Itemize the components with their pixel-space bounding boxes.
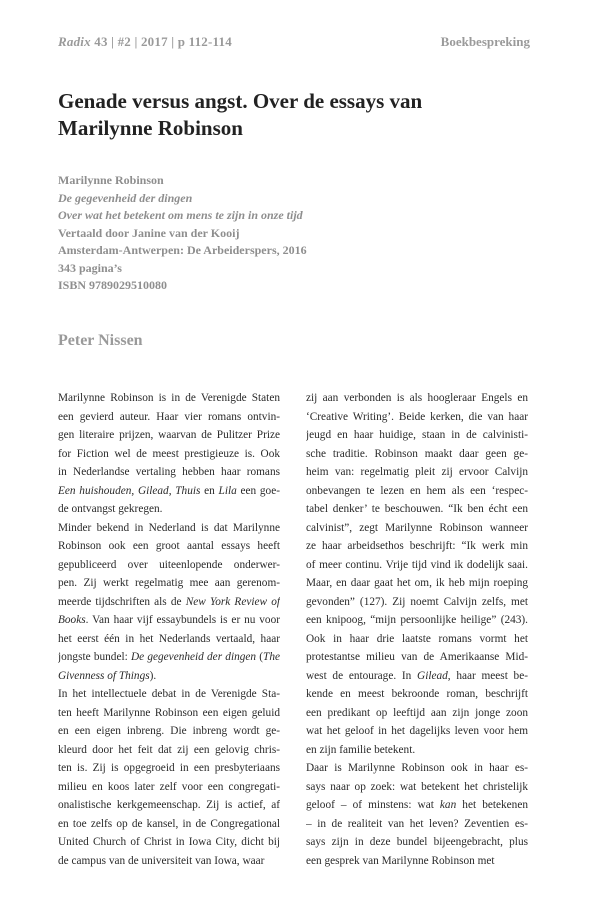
body-text-line: de ontvangst gekregen.: [58, 503, 163, 515]
body-text-line: tabel denker’ te beschouwen. “Ik ben écht een: [306, 503, 528, 515]
journal-name: Radix: [58, 34, 91, 49]
body-text-line: en toe zelfs op de kansel, in de Congregational: [58, 817, 280, 830]
body-text-line: een gesprek van Marilynne Robinson met: [306, 854, 495, 867]
article-title-line-2: Marilynne Robinson: [58, 116, 243, 140]
body-text-line: een predikant op leeftijd aan zijn jonge zoon: [306, 706, 528, 719]
body-text-line: ten heeft Marilynne Robinson een eigen geluid: [58, 706, 280, 719]
body-text-line: says zijn in deze bundel bijeengebracht, plus: [306, 836, 528, 848]
body-text-line: onalistische kerkgemeenschap. Zij is actief, af: [58, 799, 280, 811]
body-text-line: Robinson ook een groot aantal essays heeft: [58, 540, 280, 552]
body-text-line: jongste bundel: De gegevenheid der dingen (The: [58, 651, 280, 663]
body-text-line: ten is. Zij is opgegroeid in een presbyteriaans: [58, 762, 280, 774]
body-text-line: en zijn familie betekent.: [306, 743, 416, 756]
body-text-line: In het intellectuele debat in de Verenigde Sta-: [58, 688, 280, 700]
body-text-line: gevonden” (127). Zij noemt Calvijn zelfs, met: [306, 595, 528, 608]
body-text-line: Books. Van haar vijf essaybundels is er nu voor: [58, 614, 280, 626]
article-title: [58, 88, 538, 142]
review-author: Peter Nissen: [58, 332, 143, 349]
book-publisher: Amsterdam-Antwerpen: De Arbeiderspers, 2016: [58, 243, 307, 257]
body-text-line: sche traditie. Robinson maakt daar geen ge-: [306, 447, 528, 460]
issue-citation: 43 | #2 | 2017 | p 112-114: [90, 34, 232, 49]
body-text-line: United Church of Christ in Iowa City, dicht bij: [58, 836, 280, 848]
body-text-line: Givenness of Things).: [58, 669, 157, 682]
body-text-line: pen. Zij werkt regelmatig mee aan gerenom-: [58, 577, 280, 589]
book-author: Marilynne Robinson: [58, 173, 164, 187]
body-text-line: Een huishouden, Gilead, Thuis en Lila een goe-: [58, 484, 280, 497]
body-text-line: onbevangen te lezen en hem als een ‘respec-: [306, 484, 528, 497]
body-text-line: in Nederlandse vertaling hebben haar romans: [58, 466, 280, 478]
section-label: Boekbespreking: [440, 34, 530, 49]
body-text-line: de campus van de universiteit van Iowa, waar: [58, 854, 265, 867]
book-translator: Vertaald door Janine van der Kooij: [58, 225, 240, 240]
body-text-line: ze haar arbeidsethos beschrijft: “Ik werk min: [306, 540, 528, 552]
body-text-line: kende en meest bekroonde roman, beschrijft: [306, 688, 528, 700]
book-isbn: ISBN 9789029510080: [58, 278, 168, 292]
article-title-line-1: Genade versus angst. Over de essays van: [58, 89, 423, 113]
book-subtitle: Over wat het betekent om mens te zijn in onze tijd: [58, 208, 303, 222]
body-text-line: het eerst één in het Nederlands vertaald, haar: [58, 632, 280, 645]
body-text-line: calvinist”, zegt Marilynne Robinson wanneer: [306, 521, 528, 534]
body-text-line: ‘Creative Writing’. Beide kerken, die van haar: [306, 410, 528, 423]
body-text-line: of meer continu. Vrije tijd vind ik dodelijk saai.: [306, 558, 528, 571]
body-text-line: Maar, en daar gaat het om, ik heb mijn roeping: [306, 577, 528, 589]
body-text-line: Minder bekend in Nederland is dat Marilynne: [58, 521, 280, 534]
body-text-line: Marilynne Robinson is in de Verenigde Staten: [58, 392, 280, 404]
body-text-line: zij aan verbonden is als hoogleraar Engels en: [306, 392, 528, 404]
body-text-line: een gevierd auteur. Haar vier romans ontvin-: [58, 410, 280, 423]
body-text-line: meerde tijdschriften als de New York Review of: [58, 595, 280, 608]
body-text-line: milieu en koos later zelf voor een congregati-: [58, 780, 280, 793]
body-text-line: – in de realiteit van het leven? Zeventien es-: [306, 817, 528, 830]
body-column-left: [58, 389, 280, 870]
body-text-line: wat het geloof in het dagelijks leven voor hem: [306, 725, 528, 737]
body-text-line: west de entourage. In Gilead, haar meest be-: [306, 669, 528, 682]
body-text-line: for Fiction wel de meest prestigieuze is. Ook: [58, 447, 280, 460]
book-title: De gegevenheid der dingen: [58, 190, 193, 205]
body-text-line: says naar op zoek: wat betekent het christelijk: [306, 780, 528, 793]
body-column-right: [306, 389, 528, 870]
body-text-line: heim van: regelmatig pleit zij ervoor Calvijn: [306, 466, 528, 478]
body-text-line: Ook in haar drie laatste romans vormt het: [306, 632, 528, 645]
running-header-citation: [58, 34, 232, 50]
body-text-line: een knipoog, “mijn persoonlijke heilige” (243).: [306, 614, 528, 626]
body-text-line: jeugd en haar huidige, staan in de calvinisti-: [306, 429, 528, 441]
body-text-line: gepubliceerd over uiteenlopende onderwer-: [58, 558, 280, 571]
book-pages: 343 pagina’s: [58, 260, 122, 275]
body-text-line: geloof – of minstens: wat kan het betekenen: [306, 799, 528, 811]
body-text-line: Daar is Marilynne Robinson ook in haar es-: [306, 762, 528, 774]
body-text-line: gen literaire prijzen, waarvan de Pulitzer Prize: [58, 429, 280, 441]
body-text-line: kleurd door het feit dat zij een gelovig chris-: [58, 743, 280, 756]
body-text-line: en een eigen inbreng. Die inbreng wordt ge-: [58, 725, 280, 737]
body-text-line: protestantse milieu van de Amerikaanse Mid-: [306, 651, 528, 663]
book-details: [58, 172, 478, 295]
